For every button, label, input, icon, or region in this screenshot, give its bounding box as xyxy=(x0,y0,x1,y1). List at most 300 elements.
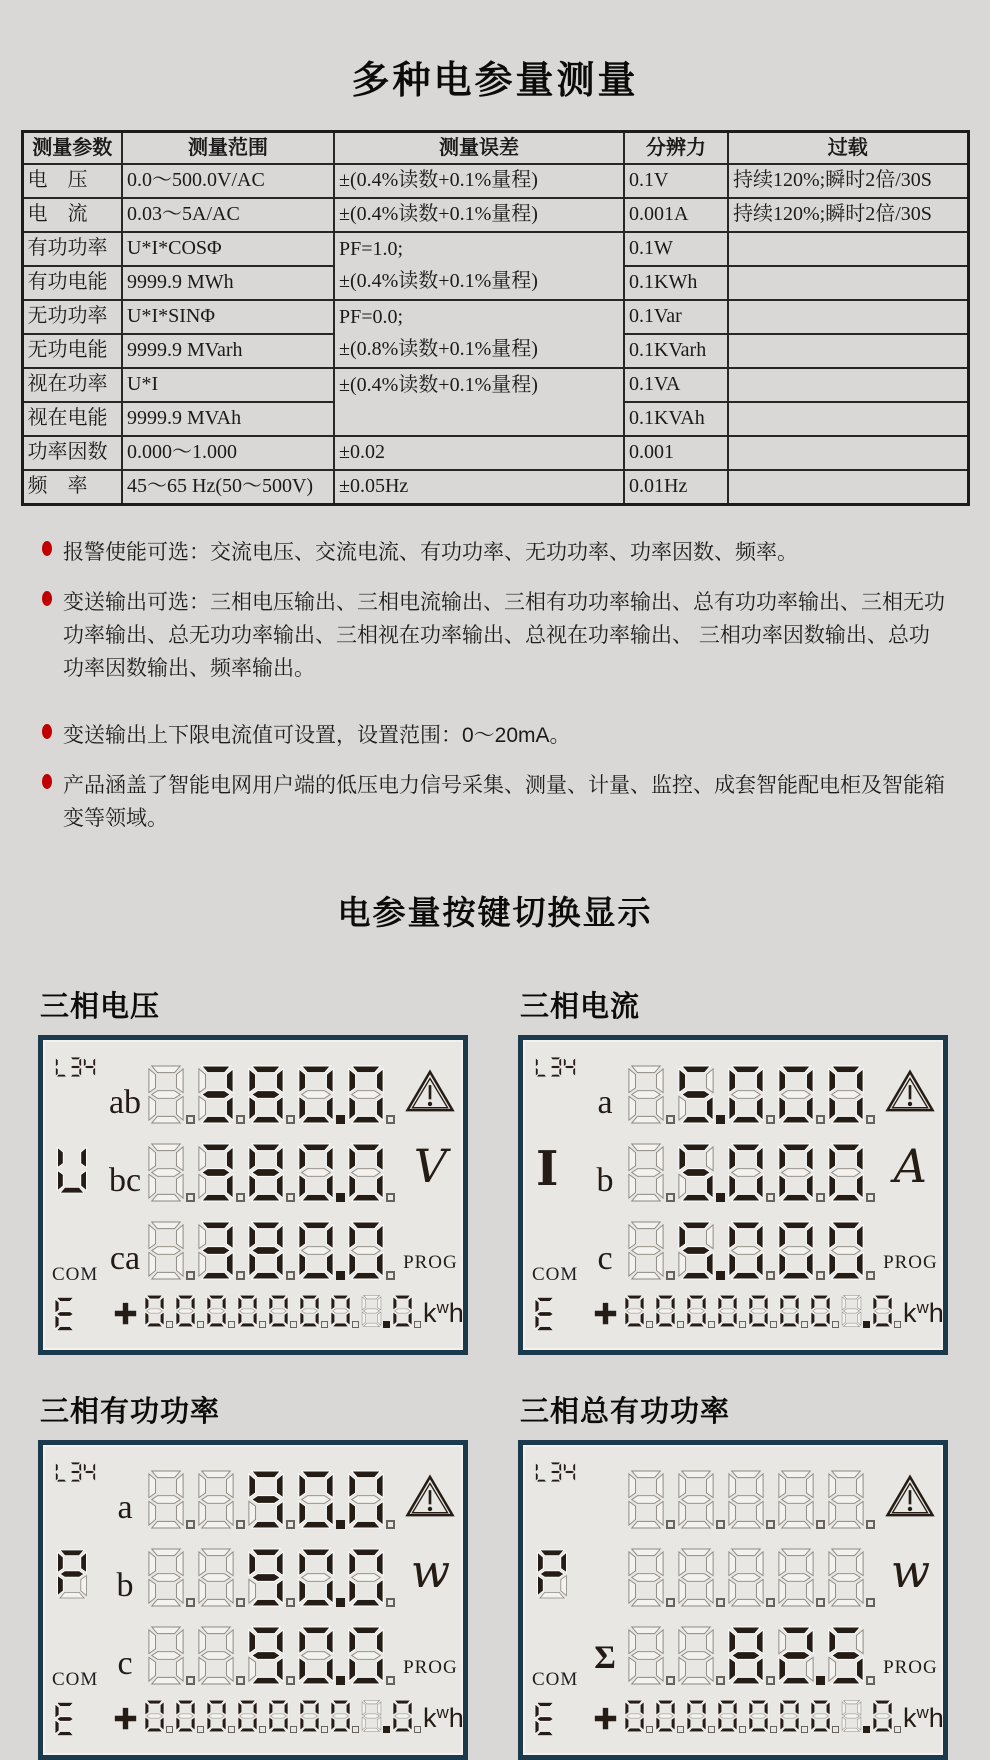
phase-label: b xyxy=(596,1161,614,1199)
warning-icon xyxy=(405,1474,455,1518)
seg-digit xyxy=(392,1699,413,1733)
bullet-dot-icon xyxy=(42,724,52,739)
digit-cell xyxy=(727,1142,776,1203)
digit-cell xyxy=(727,1625,776,1686)
energy-row xyxy=(103,1691,464,1747)
decimal-point xyxy=(236,1598,245,1607)
wiring-indicator-digit xyxy=(535,1056,548,1078)
seg-digit xyxy=(810,1294,831,1328)
decimal-point xyxy=(228,1726,235,1733)
panel-title: 三相有功功率 xyxy=(40,1395,221,1428)
page-title: 多种电参量测量 xyxy=(351,60,639,103)
table-cell: U*I xyxy=(122,368,334,402)
seg-digit xyxy=(197,1064,235,1125)
decimal-point xyxy=(766,1193,775,1202)
decimal-point xyxy=(716,1271,725,1280)
bullet-text: 产品涵盖了智能电网用户端的低压电力信号采集、测量、计量、监控、成套智能配电柜及智能箱变等领域。 xyxy=(63,774,945,831)
decimal-point xyxy=(894,1321,901,1328)
digit-group xyxy=(627,1457,877,1535)
seg-digit xyxy=(299,1294,320,1328)
wiring-indicator-digit xyxy=(69,1056,82,1078)
decimal-point xyxy=(716,1115,725,1124)
digit-cell xyxy=(247,1469,296,1530)
decimal-point xyxy=(197,1321,204,1328)
digit-cell xyxy=(247,1220,296,1281)
table-header-cell: 测量误差 xyxy=(334,132,624,165)
seg-digit xyxy=(827,1064,865,1125)
table-cell: 持续120%;瞬时2倍/30S xyxy=(728,164,968,198)
seg-digit xyxy=(330,1294,351,1328)
digit-cell xyxy=(624,1294,654,1328)
digit-cell xyxy=(347,1064,396,1125)
wiring-indicator xyxy=(535,1056,577,1078)
seg-digit xyxy=(777,1142,815,1203)
com-label: COM xyxy=(532,1263,579,1285)
seg-digit xyxy=(686,1699,707,1733)
digit-cell xyxy=(624,1699,654,1733)
decimal-point xyxy=(286,1676,295,1685)
table-row xyxy=(22,164,968,198)
bullet-dot-icon xyxy=(42,591,52,606)
decimal-point xyxy=(866,1598,875,1607)
phase-label: c xyxy=(117,1644,133,1682)
seg-digit xyxy=(777,1625,815,1686)
table-cell-line: PF=0.0; xyxy=(339,306,404,329)
decimal-point xyxy=(863,1726,870,1733)
decimal-point xyxy=(646,1726,653,1733)
digit-cell xyxy=(748,1294,778,1328)
lcd-panel xyxy=(38,1440,468,1760)
seg-digit xyxy=(827,1142,865,1203)
digit-cell xyxy=(197,1547,246,1608)
plus-icon xyxy=(112,1705,139,1732)
plus-icon xyxy=(112,1300,139,1327)
digit-cell xyxy=(748,1699,778,1733)
digit-cell xyxy=(779,1699,809,1733)
digit-cell xyxy=(175,1294,205,1328)
unit-label: w xyxy=(410,1543,451,1598)
table-cell xyxy=(728,402,968,436)
energy-symbol xyxy=(523,1691,583,1747)
digit-cell xyxy=(147,1547,196,1608)
digit-cell xyxy=(677,1142,726,1203)
ghost-digit xyxy=(677,1547,715,1608)
table-row xyxy=(22,198,968,232)
lcd-panel xyxy=(518,1035,948,1355)
ghost-digit xyxy=(727,1469,765,1530)
decimal-point xyxy=(816,1520,825,1529)
table-header-cell: 测量范围 xyxy=(122,132,334,165)
ghost-digit xyxy=(777,1547,815,1608)
seg-digit xyxy=(299,1699,320,1733)
seg-digit xyxy=(297,1220,335,1281)
digit-cell xyxy=(237,1699,267,1733)
ghost-digit xyxy=(827,1547,865,1608)
ghost-digit xyxy=(627,1064,665,1125)
table-row xyxy=(22,232,968,266)
seg-digit xyxy=(297,1142,335,1203)
digit-cell xyxy=(777,1064,826,1125)
phase-label: a xyxy=(597,1083,613,1121)
digit-cell xyxy=(347,1547,396,1608)
seg-digit xyxy=(347,1625,385,1686)
ghost-digit xyxy=(147,1469,185,1530)
digit-cell xyxy=(827,1547,876,1608)
seg-digit xyxy=(206,1699,227,1733)
ghost-digit xyxy=(361,1699,382,1733)
seg-digit xyxy=(727,1220,765,1281)
decimal-point xyxy=(186,1115,195,1124)
table-cell: 0.01Hz xyxy=(624,470,728,505)
lcd-value-row xyxy=(103,1208,464,1286)
digit-cell xyxy=(677,1547,726,1608)
ghost-digit xyxy=(147,1547,185,1608)
com-label: COM xyxy=(52,1668,99,1690)
ghost-digit xyxy=(147,1064,185,1125)
decimal-point xyxy=(866,1115,875,1124)
energy-symbol xyxy=(43,1691,103,1747)
table-cell: 0.001 xyxy=(624,436,728,470)
table-header-cell: 分辨力 xyxy=(624,132,728,165)
decimal-point xyxy=(386,1598,395,1607)
energy-row xyxy=(583,1286,944,1342)
digit-cell xyxy=(147,1625,196,1686)
digit-cell xyxy=(347,1142,396,1203)
lcd-value-row xyxy=(103,1457,464,1535)
digit-group xyxy=(627,1208,877,1286)
lcd-value-row xyxy=(583,1208,944,1286)
lcd-value-row xyxy=(103,1130,464,1208)
wiring-indicator-digit xyxy=(69,1461,82,1483)
table-cell: 视在电能 xyxy=(22,402,122,436)
table-cell: ±(0.4%读数+0.1%量程) xyxy=(334,198,624,232)
digit-cell xyxy=(627,1142,676,1203)
digit-cell xyxy=(297,1469,346,1530)
decimal-point xyxy=(186,1271,195,1280)
table-cell: 有功电能 xyxy=(22,266,122,300)
digit-cell xyxy=(347,1469,396,1530)
digit-cell xyxy=(827,1142,876,1203)
digit-cell xyxy=(677,1469,726,1530)
bullet-item xyxy=(42,586,950,685)
parameter-symbol xyxy=(43,1130,103,1208)
table-cell: ±0.05Hz xyxy=(334,470,624,505)
com-label: COM xyxy=(532,1668,579,1690)
parameter-symbol xyxy=(523,1130,583,1208)
digit-group xyxy=(147,1613,397,1691)
page xyxy=(0,25,990,1734)
digit-cell xyxy=(627,1220,676,1281)
table-cell: 无功电能 xyxy=(22,334,122,368)
decimal-point xyxy=(236,1271,245,1280)
decimal-point xyxy=(383,1321,390,1328)
digit-cell xyxy=(727,1064,776,1125)
digit-cell xyxy=(810,1294,840,1328)
seg-digit xyxy=(810,1699,831,1733)
decimal-point xyxy=(677,1726,684,1733)
table-cell: 电 流 xyxy=(22,198,122,232)
U-symbol xyxy=(56,1143,88,1195)
decimal-point xyxy=(894,1726,901,1733)
ghost-digit xyxy=(777,1469,815,1530)
digit-cell xyxy=(297,1547,346,1608)
energy-digit-group xyxy=(144,1699,423,1738)
table-cell-line: PF=1.0; xyxy=(339,238,404,261)
seg-digit xyxy=(872,1294,893,1328)
parameter-symbol xyxy=(43,1535,103,1613)
lcd-value-row xyxy=(583,1052,944,1130)
lcd-value-row xyxy=(103,1052,464,1130)
decimal-point xyxy=(863,1321,870,1328)
digit-cell xyxy=(197,1142,246,1203)
digit-group xyxy=(627,1613,877,1691)
decimal-point xyxy=(286,1271,295,1280)
digit-cell xyxy=(627,1625,676,1686)
digit-group xyxy=(147,1130,397,1208)
seg-digit xyxy=(297,1064,335,1125)
E-symbol xyxy=(534,1701,556,1737)
energy-digit-group xyxy=(624,1699,903,1738)
digit-cell xyxy=(827,1469,876,1530)
seg-digit xyxy=(297,1469,335,1530)
phase-label xyxy=(583,1535,627,1613)
lcd-value-row xyxy=(583,1130,944,1208)
table-cell: 无功功率 xyxy=(22,300,122,334)
digit-group xyxy=(627,1130,877,1208)
table-cell: 0.001A xyxy=(624,198,728,232)
ghost-digit xyxy=(841,1699,862,1733)
seg-digit xyxy=(727,1142,765,1203)
table-cell: 0.1V xyxy=(624,164,728,198)
panel-title: 三相总有功功率 xyxy=(520,1395,731,1428)
table-cell xyxy=(728,334,968,368)
digit-cell xyxy=(361,1294,391,1328)
digit-cell xyxy=(686,1294,716,1328)
ghost-digit xyxy=(677,1469,715,1530)
seg-digit xyxy=(247,1220,285,1281)
digit-cell xyxy=(347,1220,396,1281)
digit-group xyxy=(147,1208,397,1286)
ghost-digit xyxy=(841,1294,862,1328)
lcd-value-row xyxy=(103,1535,464,1613)
decimal-point xyxy=(236,1520,245,1529)
table-cell: 45～65 Hz(50～500V) xyxy=(122,470,334,505)
wiring-indicator xyxy=(535,1461,577,1483)
ghost-digit xyxy=(627,1142,665,1203)
digit-cell xyxy=(147,1469,196,1530)
prog-label: PROG xyxy=(403,1251,458,1273)
table-cell: U*I*SINΦ xyxy=(122,300,334,334)
kwh-label: $k^wh$ xyxy=(903,1298,944,1329)
digit-cell xyxy=(872,1699,902,1733)
decimal-point xyxy=(352,1726,359,1733)
phase-label: ab xyxy=(108,1083,142,1121)
table-cell xyxy=(728,300,968,334)
table-cell: 0.1W xyxy=(624,232,728,266)
seg-digit xyxy=(624,1699,645,1733)
decimal-point xyxy=(236,1676,245,1685)
energy-symbol xyxy=(523,1286,583,1342)
seg-digit xyxy=(297,1547,335,1608)
panel-block xyxy=(518,984,948,1355)
phase-label xyxy=(583,1457,627,1535)
seg-digit xyxy=(717,1294,738,1328)
digit-cell xyxy=(268,1294,298,1328)
decimal-point xyxy=(386,1520,395,1529)
ghost-digit xyxy=(627,1625,665,1686)
seg-digit xyxy=(175,1294,196,1328)
decimal-point xyxy=(716,1598,725,1607)
warning-icon xyxy=(405,1069,455,1113)
panel-block xyxy=(38,984,468,1355)
panel-block xyxy=(38,1389,468,1760)
seg-digit xyxy=(347,1064,385,1125)
digit-cell xyxy=(677,1625,726,1686)
seg-digit xyxy=(827,1220,865,1281)
seg-digit xyxy=(144,1699,165,1733)
seg-digit xyxy=(777,1064,815,1125)
decimal-point xyxy=(716,1676,725,1685)
digit-cell xyxy=(330,1699,360,1733)
ghost-digit xyxy=(677,1625,715,1686)
seg-digit xyxy=(677,1142,715,1203)
decimal-point xyxy=(290,1726,297,1733)
phase-label: b xyxy=(116,1566,134,1604)
wiring-indicator-digit xyxy=(549,1056,562,1078)
digit-cell xyxy=(841,1294,871,1328)
digit-cell xyxy=(686,1699,716,1733)
ghost-digit xyxy=(197,1625,235,1686)
digit-cell xyxy=(777,1220,826,1281)
decimal-point xyxy=(816,1676,825,1685)
digit-cell xyxy=(297,1220,346,1281)
table-cell: 0.1KVarh xyxy=(624,334,728,368)
table-header-cell: 测量参数 xyxy=(22,132,122,165)
seg-digit xyxy=(779,1294,800,1328)
decimal-point xyxy=(414,1726,421,1733)
digit-cell xyxy=(197,1220,246,1281)
seg-digit xyxy=(347,1547,385,1608)
lcd-panel xyxy=(518,1440,948,1760)
digit-cell xyxy=(677,1064,726,1125)
seg-digit xyxy=(247,1469,285,1530)
spec-table xyxy=(21,130,970,506)
spec-table-head xyxy=(22,132,968,165)
digit-cell xyxy=(144,1294,174,1328)
digit-group xyxy=(147,1052,397,1130)
seg-digit xyxy=(237,1294,258,1328)
seg-digit xyxy=(297,1625,335,1686)
decimal-point xyxy=(286,1520,295,1529)
decimal-point xyxy=(186,1193,195,1202)
decimal-point xyxy=(816,1598,825,1607)
digit-cell xyxy=(206,1294,236,1328)
decimal-point xyxy=(321,1726,328,1733)
kwh-label: $k^wh$ xyxy=(423,1703,464,1734)
decimal-point xyxy=(816,1193,825,1202)
digit-cell xyxy=(777,1142,826,1203)
unit-label: w xyxy=(890,1543,931,1598)
digit-cell xyxy=(777,1469,826,1530)
table-cell-line: ±(0.8%读数+0.1%量程) xyxy=(339,338,538,361)
table-cell: 9999.9 MWh xyxy=(122,266,334,300)
decimal-point xyxy=(666,1115,675,1124)
decimal-point xyxy=(383,1726,390,1733)
digit-cell xyxy=(827,1064,876,1125)
energy-symbol xyxy=(43,1286,103,1342)
prog-label: PROG xyxy=(883,1656,938,1678)
decimal-point xyxy=(866,1193,875,1202)
decimal-point xyxy=(386,1193,395,1202)
panel-block xyxy=(518,1389,948,1760)
decimal-point xyxy=(666,1520,675,1529)
E-symbol xyxy=(54,1701,76,1737)
seg-digit xyxy=(779,1699,800,1733)
digit-cell xyxy=(655,1294,685,1328)
table-row xyxy=(22,470,968,505)
table-row xyxy=(22,436,968,470)
P-symbol xyxy=(56,1548,88,1600)
digit-cell xyxy=(777,1625,826,1686)
decimal-point xyxy=(186,1676,195,1685)
seg-digit xyxy=(827,1625,865,1686)
decimal-point xyxy=(666,1193,675,1202)
phase-label: a xyxy=(117,1488,133,1526)
seg-digit xyxy=(247,1547,285,1608)
decimal-point xyxy=(236,1115,245,1124)
decimal-point xyxy=(286,1115,295,1124)
panel-title: 三相电压 xyxy=(40,990,161,1023)
parameter-symbol xyxy=(523,1535,583,1613)
table-cell xyxy=(334,368,624,436)
table-cell xyxy=(728,232,968,266)
panel-title: 三相电流 xyxy=(520,990,641,1023)
decimal-point xyxy=(336,1676,345,1685)
ghost-digit xyxy=(361,1294,382,1328)
P-symbol xyxy=(536,1548,568,1600)
digit-cell xyxy=(810,1699,840,1733)
bullet-dot-icon xyxy=(42,774,52,789)
energy-digit-group xyxy=(144,1294,423,1333)
table-cell: 0.1Var xyxy=(624,300,728,334)
wiring-indicator-digit xyxy=(563,1461,576,1483)
table-cell: 0.0～500.0V/AC xyxy=(122,164,334,198)
decimal-point xyxy=(677,1321,684,1328)
lcd-panel xyxy=(38,1035,468,1355)
decimal-point xyxy=(770,1726,777,1733)
table-cell-line: ±(0.4%读数+0.1%量程) xyxy=(339,270,538,293)
seg-digit xyxy=(655,1294,676,1328)
E-symbol xyxy=(534,1296,556,1332)
digit-cell xyxy=(361,1699,391,1733)
decimal-point xyxy=(770,1321,777,1328)
decimal-point xyxy=(166,1726,173,1733)
seg-digit xyxy=(392,1294,413,1328)
seg-digit xyxy=(727,1625,765,1686)
digit-cell xyxy=(347,1625,396,1686)
decimal-point xyxy=(801,1726,808,1733)
decimal-point xyxy=(708,1321,715,1328)
digit-cell xyxy=(206,1699,236,1733)
digit-group xyxy=(147,1457,397,1535)
digit-cell xyxy=(147,1220,196,1281)
ghost-digit xyxy=(147,1625,185,1686)
lcd-left-strip xyxy=(43,1457,103,1747)
lcd-left-strip xyxy=(523,1457,583,1747)
prog-label: PROG xyxy=(403,1656,458,1678)
digit-cell xyxy=(727,1547,776,1608)
decimal-point xyxy=(716,1193,725,1202)
